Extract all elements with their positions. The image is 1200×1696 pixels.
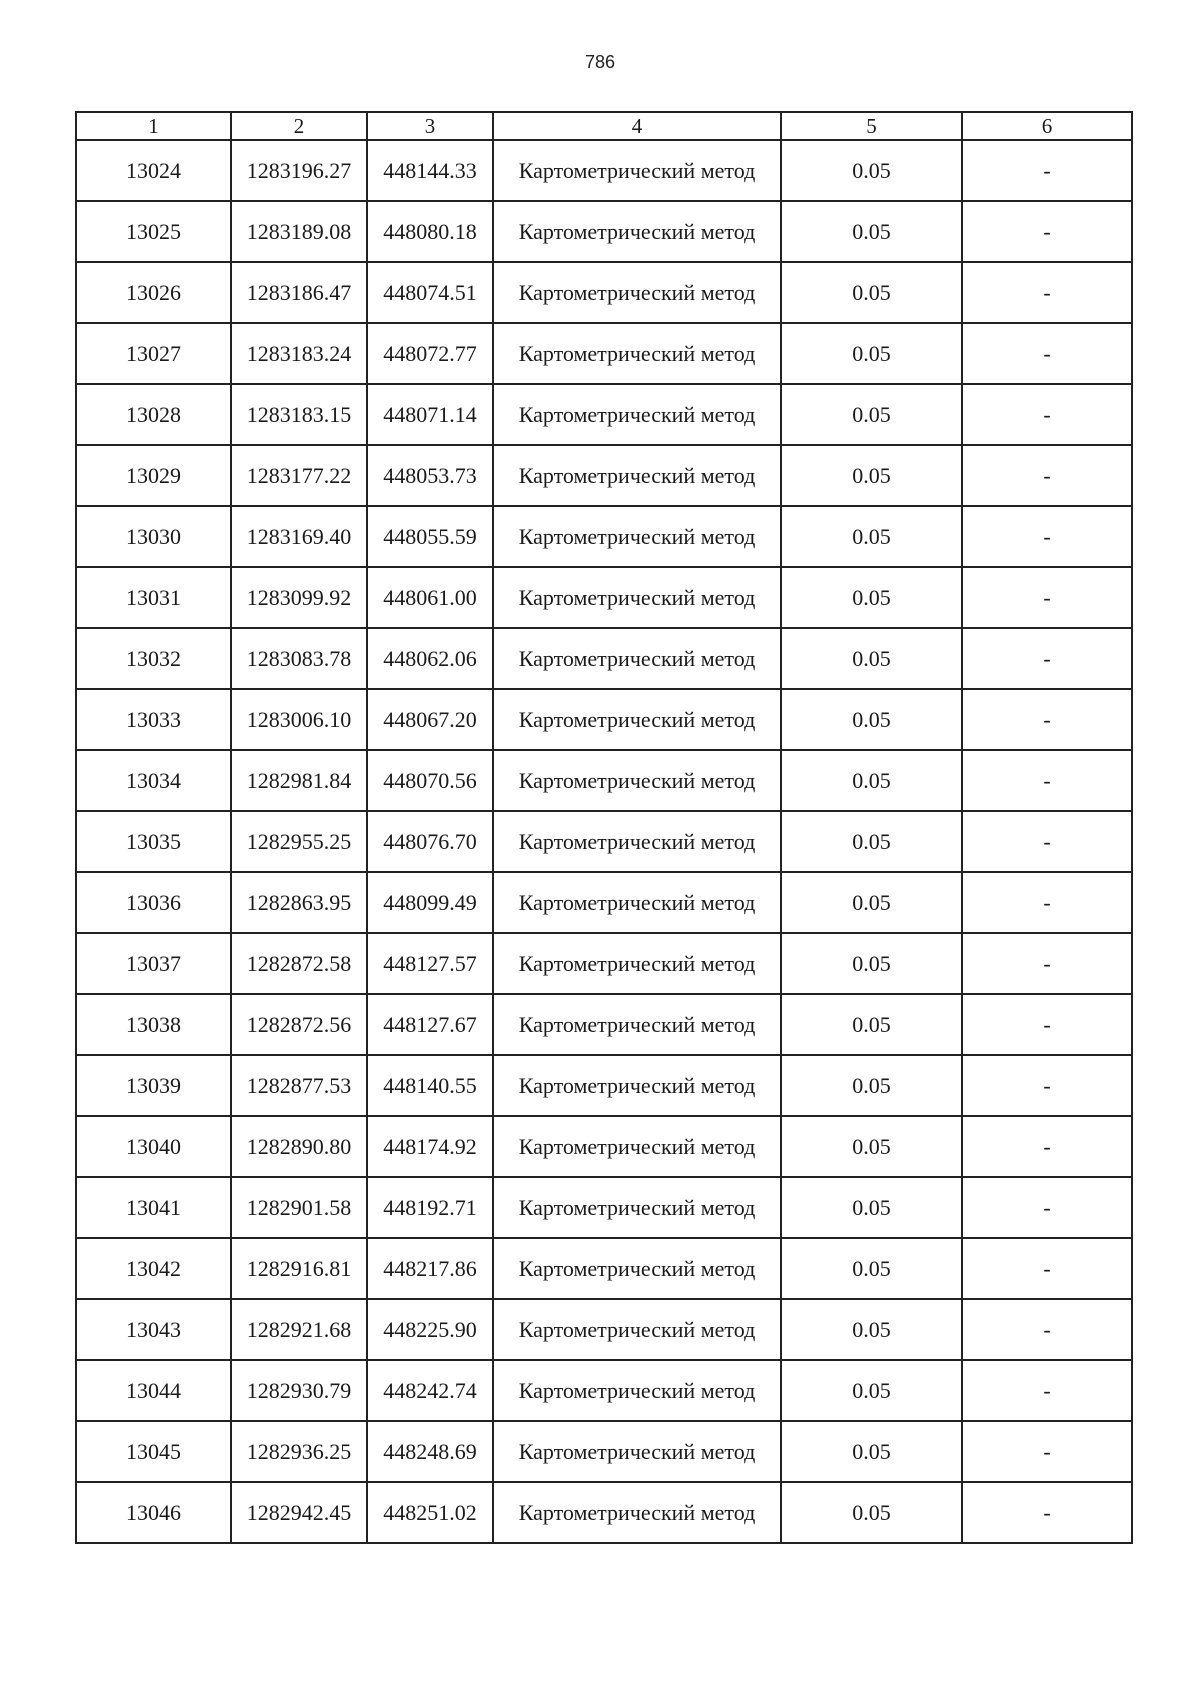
accuracy-cell: 0.05 xyxy=(781,445,962,506)
method-cell: Картометрический метод xyxy=(493,872,781,933)
note-cell: - xyxy=(962,689,1132,750)
y-coordinate-cell: 448127.67 xyxy=(367,994,493,1055)
note-cell: - xyxy=(962,1055,1132,1116)
y-coordinate-cell: 448248.69 xyxy=(367,1421,493,1482)
table-row xyxy=(76,689,1132,750)
note-cell: - xyxy=(962,1238,1132,1299)
point-number-cell: 13043 xyxy=(76,1299,231,1360)
table-row xyxy=(76,262,1132,323)
table-body xyxy=(76,140,1132,1543)
accuracy-cell: 0.05 xyxy=(781,1482,962,1543)
accuracy-cell: 0.05 xyxy=(781,323,962,384)
x-coordinate-cell: 1283186.47 xyxy=(231,262,367,323)
table-row xyxy=(76,506,1132,567)
coordinates-table xyxy=(75,111,1133,1544)
x-coordinate-cell: 1282890.80 xyxy=(231,1116,367,1177)
column-header-6: 6 xyxy=(962,112,1132,140)
note-cell: - xyxy=(962,933,1132,994)
column-header-1: 1 xyxy=(76,112,231,140)
method-cell: Картометрический метод xyxy=(493,1299,781,1360)
table-row xyxy=(76,323,1132,384)
y-coordinate-cell: 448242.74 xyxy=(367,1360,493,1421)
table-row xyxy=(76,445,1132,506)
table-row xyxy=(76,628,1132,689)
table-row xyxy=(76,811,1132,872)
point-number-cell: 13039 xyxy=(76,1055,231,1116)
x-coordinate-cell: 1283177.22 xyxy=(231,445,367,506)
note-cell: - xyxy=(962,628,1132,689)
x-coordinate-cell: 1283083.78 xyxy=(231,628,367,689)
method-cell: Картометрический метод xyxy=(493,262,781,323)
table-row xyxy=(76,201,1132,262)
table-row xyxy=(76,933,1132,994)
note-cell: - xyxy=(962,1177,1132,1238)
y-coordinate-cell: 448174.92 xyxy=(367,1116,493,1177)
table-row xyxy=(76,567,1132,628)
table-row xyxy=(76,1482,1132,1543)
method-cell: Картометрический метод xyxy=(493,1055,781,1116)
method-cell: Картометрический метод xyxy=(493,1421,781,1482)
x-coordinate-cell: 1283006.10 xyxy=(231,689,367,750)
accuracy-cell: 0.05 xyxy=(781,201,962,262)
x-coordinate-cell: 1282901.58 xyxy=(231,1177,367,1238)
accuracy-cell: 0.05 xyxy=(781,1177,962,1238)
x-coordinate-cell: 1282942.45 xyxy=(231,1482,367,1543)
point-number-cell: 13026 xyxy=(76,262,231,323)
header-row xyxy=(76,112,1132,140)
point-number-cell: 13029 xyxy=(76,445,231,506)
note-cell: - xyxy=(962,1116,1132,1177)
note-cell: - xyxy=(962,750,1132,811)
point-number-cell: 13024 xyxy=(76,140,231,201)
point-number-cell: 13038 xyxy=(76,994,231,1055)
x-coordinate-cell: 1282955.25 xyxy=(231,811,367,872)
table-row xyxy=(76,994,1132,1055)
point-number-cell: 13046 xyxy=(76,1482,231,1543)
accuracy-cell: 0.05 xyxy=(781,1238,962,1299)
y-coordinate-cell: 448055.59 xyxy=(367,506,493,567)
table-row xyxy=(76,1360,1132,1421)
y-coordinate-cell: 448062.06 xyxy=(367,628,493,689)
accuracy-cell: 0.05 xyxy=(781,1360,962,1421)
column-header-5: 5 xyxy=(781,112,962,140)
point-number-cell: 13045 xyxy=(76,1421,231,1482)
accuracy-cell: 0.05 xyxy=(781,994,962,1055)
method-cell: Картометрический метод xyxy=(493,811,781,872)
note-cell: - xyxy=(962,567,1132,628)
x-coordinate-cell: 1283189.08 xyxy=(231,201,367,262)
x-coordinate-cell: 1283196.27 xyxy=(231,140,367,201)
point-number-cell: 13034 xyxy=(76,750,231,811)
accuracy-cell: 0.05 xyxy=(781,872,962,933)
y-coordinate-cell: 448127.57 xyxy=(367,933,493,994)
x-coordinate-cell: 1282936.25 xyxy=(231,1421,367,1482)
x-coordinate-cell: 1282981.84 xyxy=(231,750,367,811)
note-cell: - xyxy=(962,140,1132,201)
page-number: 786 xyxy=(584,52,616,72)
point-number-cell: 13040 xyxy=(76,1116,231,1177)
x-coordinate-cell: 1282930.79 xyxy=(231,1360,367,1421)
y-coordinate-cell: 448251.02 xyxy=(367,1482,493,1543)
x-coordinate-cell: 1282872.58 xyxy=(231,933,367,994)
y-coordinate-cell: 448053.73 xyxy=(367,445,493,506)
x-coordinate-cell: 1282921.68 xyxy=(231,1299,367,1360)
table-row xyxy=(76,1055,1132,1116)
method-cell: Картометрический метод xyxy=(493,1177,781,1238)
accuracy-cell: 0.05 xyxy=(781,1055,962,1116)
table-row xyxy=(76,1299,1132,1360)
accuracy-cell: 0.05 xyxy=(781,628,962,689)
accuracy-cell: 0.05 xyxy=(781,140,962,201)
y-coordinate-cell: 448144.33 xyxy=(367,140,493,201)
x-coordinate-cell: 1283183.15 xyxy=(231,384,367,445)
table-row xyxy=(76,750,1132,811)
note-cell: - xyxy=(962,994,1132,1055)
note-cell: - xyxy=(962,384,1132,445)
method-cell: Картометрический метод xyxy=(493,567,781,628)
x-coordinate-cell: 1282872.56 xyxy=(231,994,367,1055)
note-cell: - xyxy=(962,445,1132,506)
note-cell: - xyxy=(962,506,1132,567)
y-coordinate-cell: 448080.18 xyxy=(367,201,493,262)
method-cell: Картометрический метод xyxy=(493,628,781,689)
method-cell: Картометрический метод xyxy=(493,445,781,506)
point-number-cell: 13036 xyxy=(76,872,231,933)
y-coordinate-cell: 448067.20 xyxy=(367,689,493,750)
y-coordinate-cell: 448061.00 xyxy=(367,567,493,628)
table-row xyxy=(76,1177,1132,1238)
accuracy-cell: 0.05 xyxy=(781,933,962,994)
y-coordinate-cell: 448071.14 xyxy=(367,384,493,445)
x-coordinate-cell: 1283099.92 xyxy=(231,567,367,628)
method-cell: Картометрический метод xyxy=(493,140,781,201)
table-row xyxy=(76,1421,1132,1482)
table-row xyxy=(76,1116,1132,1177)
note-cell: - xyxy=(962,872,1132,933)
y-coordinate-cell: 448225.90 xyxy=(367,1299,493,1360)
note-cell: - xyxy=(962,262,1132,323)
method-cell: Картометрический метод xyxy=(493,1482,781,1543)
note-cell: - xyxy=(962,1360,1132,1421)
point-number-cell: 13037 xyxy=(76,933,231,994)
table-row xyxy=(76,872,1132,933)
table-row xyxy=(76,140,1132,201)
point-number-cell: 13031 xyxy=(76,567,231,628)
method-cell: Картометрический метод xyxy=(493,750,781,811)
y-coordinate-cell: 448074.51 xyxy=(367,262,493,323)
column-header-4: 4 xyxy=(493,112,781,140)
point-number-cell: 13035 xyxy=(76,811,231,872)
accuracy-cell: 0.05 xyxy=(781,384,962,445)
x-coordinate-cell: 1283183.24 xyxy=(231,323,367,384)
accuracy-cell: 0.05 xyxy=(781,262,962,323)
point-number-cell: 13032 xyxy=(76,628,231,689)
accuracy-cell: 0.05 xyxy=(781,506,962,567)
accuracy-cell: 0.05 xyxy=(781,567,962,628)
note-cell: - xyxy=(962,1482,1132,1543)
method-cell: Картометрический метод xyxy=(493,1360,781,1421)
point-number-cell: 13028 xyxy=(76,384,231,445)
accuracy-cell: 0.05 xyxy=(781,1116,962,1177)
method-cell: Картометрический метод xyxy=(493,689,781,750)
table-row xyxy=(76,384,1132,445)
y-coordinate-cell: 448217.86 xyxy=(367,1238,493,1299)
point-number-cell: 13033 xyxy=(76,689,231,750)
point-number-cell: 13044 xyxy=(76,1360,231,1421)
y-coordinate-cell: 448192.71 xyxy=(367,1177,493,1238)
x-coordinate-cell: 1282863.95 xyxy=(231,872,367,933)
accuracy-cell: 0.05 xyxy=(781,1421,962,1482)
method-cell: Картометрический метод xyxy=(493,323,781,384)
method-cell: Картометрический метод xyxy=(493,506,781,567)
note-cell: - xyxy=(962,201,1132,262)
note-cell: - xyxy=(962,1299,1132,1360)
y-coordinate-cell: 448140.55 xyxy=(367,1055,493,1116)
point-number-cell: 13025 xyxy=(76,201,231,262)
method-cell: Картометрический метод xyxy=(493,1238,781,1299)
column-header-2: 2 xyxy=(231,112,367,140)
y-coordinate-cell: 448099.49 xyxy=(367,872,493,933)
x-coordinate-cell: 1282916.81 xyxy=(231,1238,367,1299)
point-number-cell: 13041 xyxy=(76,1177,231,1238)
y-coordinate-cell: 448072.77 xyxy=(367,323,493,384)
point-number-cell: 13030 xyxy=(76,506,231,567)
y-coordinate-cell: 448076.70 xyxy=(367,811,493,872)
point-number-cell: 13042 xyxy=(76,1238,231,1299)
method-cell: Картометрический метод xyxy=(493,201,781,262)
note-cell: - xyxy=(962,1421,1132,1482)
note-cell: - xyxy=(962,811,1132,872)
x-coordinate-cell: 1283169.40 xyxy=(231,506,367,567)
note-cell: - xyxy=(962,323,1132,384)
accuracy-cell: 0.05 xyxy=(781,750,962,811)
accuracy-cell: 0.05 xyxy=(781,1299,962,1360)
accuracy-cell: 0.05 xyxy=(781,811,962,872)
method-cell: Картометрический метод xyxy=(493,933,781,994)
x-coordinate-cell: 1282877.53 xyxy=(231,1055,367,1116)
column-header-3: 3 xyxy=(367,112,493,140)
accuracy-cell: 0.05 xyxy=(781,689,962,750)
method-cell: Картометрический метод xyxy=(493,994,781,1055)
method-cell: Картометрический метод xyxy=(493,384,781,445)
y-coordinate-cell: 448070.56 xyxy=(367,750,493,811)
table-header xyxy=(76,112,1132,140)
method-cell: Картометрический метод xyxy=(493,1116,781,1177)
point-number-cell: 13027 xyxy=(76,323,231,384)
table-row xyxy=(76,1238,1132,1299)
